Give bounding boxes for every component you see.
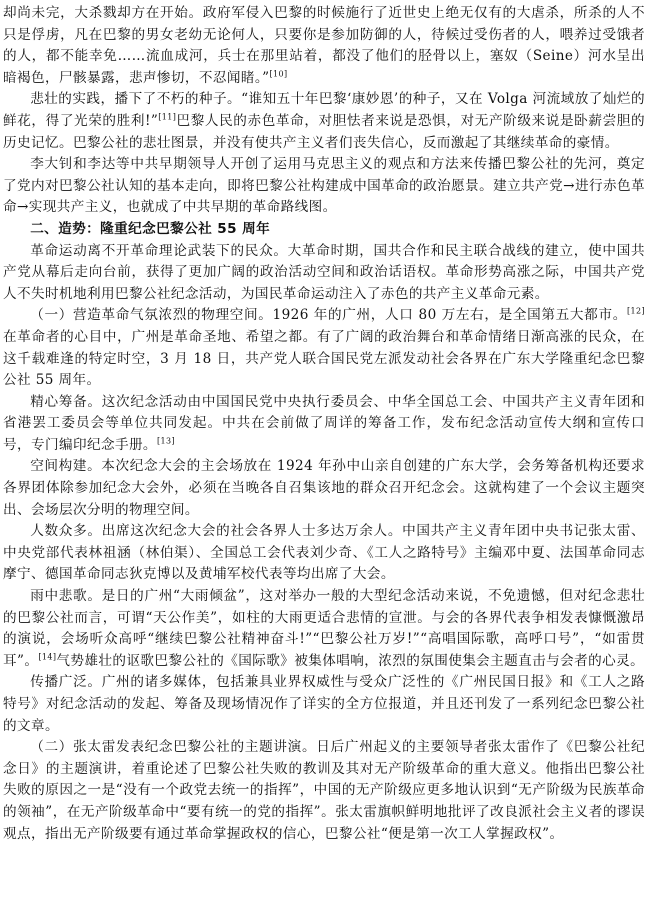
body-paragraph <box>3 241 645 306</box>
paragraph-text: （二）张太雷发表纪念巴黎公社的主题讲演。日后广州起义的主要领导者张太雷作了《巴黎公社纪念日》的主题演讲，着重论述了巴黎公社失败的教训及其对无产阶级革命的重大意义。他指出巴黎公社失败的原因之一是“没有一个政党去统一的指挥”，中国的无产阶级应更多地认识到“无产阶级为民族革命的领袖”，在无产阶级革命中“要有统一的党的指挥”。张太雷旗帜鲜明地批评了改良派社会主义者的谬误观点，指出无产阶级要有通过革命掌握政权的信心，巴黎公社“便是第一次工人掌握政权”。 <box>3 739 645 842</box>
body-paragraph <box>3 672 645 737</box>
body-paragraph <box>3 392 645 457</box>
paragraph-text: 气势雄壮的讴歌巴黎公社的《国际歌》被集体唱响，浓烈的氛围使集会主题直击与会者的心灵。 <box>56 652 645 669</box>
body-paragraph <box>3 737 645 845</box>
footnote-reference: [14] <box>38 652 57 662</box>
paragraph-text: （一）营造革命气氛浓烈的物理空间。1926 年的广州，人口 80 万左右，是全国第五大都市。 <box>30 307 627 324</box>
body-paragraph <box>3 456 645 521</box>
body-paragraph <box>3 586 645 672</box>
paragraph-text: 人数众多。出席这次纪念大会的社会各界人士多达万余人。中国共产主义青年团中央书记张太雷、中央党部代表林祖涵（林伯渠）、全国总工会代表刘少奇、《工人之路特号》主编邓中夏、法国革命同志摩宁、德国革命同志狄克博以及黄埔军校代表等均出席了大会。 <box>3 523 645 583</box>
paragraph-text: 李大钊和李达等中共早期领导人开创了运用马克思主义的观点和方法来传播巴黎公社的先河，奠定了党内对巴黎公社认知的基本走向，即将巴黎公社构建成中国革命的政治愿景。建立共产党→进行赤色革命→实现共产主义，也就成了中共早期的革命路线图。 <box>3 156 645 216</box>
footnote-reference: [13] <box>156 436 175 446</box>
paragraph-text: 革命运动离不开革命理论武装下的民众。大革命时期，国共合作和民主联合战线的建立，使中国共产党从幕后走向台前，获得了更加广阔的政治活动空间和政治话语权。革命形势高涨之际，中国共产党人不失时机地利用巴黎公社纪念活动，为国民革命运动注入了赤色的共产主义革命元素。 <box>3 242 645 302</box>
paragraph-text: 二、造势：隆重纪念巴黎公社 55 周年 <box>30 220 271 237</box>
body-paragraph <box>3 154 645 219</box>
body-paragraph <box>3 521 645 586</box>
body-paragraph <box>3 89 645 154</box>
footnote-reference: [11] <box>158 112 177 122</box>
paragraph-text: 却尚未完，大杀戮却方在开始。政府军侵入巴黎的时候施行了近世史上绝无仅有的大虐杀，所杀的人不只是俘虏，凡在巴黎的男女老幼无论何人，只要你是参加防御的人，待候过受伤者的人，喂养过受饿者的人，都不能幸免……流血成河，兵士在那里站着，都没了他们的胫骨以上，塞奴（Seine）河水呈出暗褐色，尸骸暴露，悲声惨切，不忍闻睹。” <box>3 5 645 86</box>
body-paragraph <box>3 305 645 391</box>
paragraph-text: 精心筹备。这次纪念活动由中国国民党中央执行委员会、中华全国总工会、中国共产主义青年团和省港罢工委员会等单位共同发起。中共在会前做了周详的筹备工作，发布纪念活动宣传大纲和宣传口号，专门编印纪念手册。 <box>3 393 645 453</box>
paragraph-text: 传播广泛。广州的诸多媒体，包括兼具业界权威性与受众广泛性的《广州民国日报》和《工人之路特号》对纪念活动的发起、筹备及现场情况作了详实的全方位报道，并且还刊发了一系列纪念巴黎公社的文章。 <box>3 674 645 734</box>
paragraph-text: 悲壮的实践，播下了不朽的种子。“谁知五十年巴黎‘康妙恩’的种子，又在 Volga 河流域放了灿烂的鲜花，得了光荣的胜利!” <box>3 91 645 129</box>
section-heading <box>3 219 645 241</box>
document-page <box>3 3 645 845</box>
paragraph-text: 空间构建。本次纪念大会的主会场放在 1924 年孙中山亲自创建的广东大学，会务筹备机构还要求各界团体除参加纪念大会外，必须在当晚各自召集该地的群众召开纪念会。这就构建了一个会议主题突出、会场层次分明的物理空间。 <box>3 458 645 518</box>
footnote-reference: [10] <box>269 69 288 79</box>
paragraph-text: 巴黎人民的赤色革命，对胆怯者来说是恐惧，对无产阶级来说是卧薪尝胆的历史记忆。巴黎公社的悲壮图景，并没有使共产主义者们丧失信心，反而激起了其继续革命的豪情。 <box>3 112 645 151</box>
paragraph-text: 雨中悲歌。是日的广州“大雨倾盆”，这对举办一般的大型纪念活动来说，不免遗憾，但对纪念悲壮的巴黎公社而言，可谓“天公作美”，如柱的大雨更适合悲情的宣泄。与会的各界代表争相发表慷慨激昂的演说，会场听众高呼“继续巴黎公社精神奋斗!”“巴黎公社万岁!”“高唱国际歌，高呼口号”，“如雷贯耳”。 <box>3 588 645 669</box>
body-paragraph <box>3 3 645 89</box>
footnote-reference: [12] <box>626 306 645 316</box>
paragraph-text: 在革命者的心目中，广州是革命圣地、希望之都。有了广阔的政治舞台和革命情绪日渐高涨的民众，在这千载难逢的特定时空，3 月 18 日，共产党人联合国民党左派发动社会各界在广东大学隆重纪念巴黎公社 55 周年。 <box>3 328 645 389</box>
